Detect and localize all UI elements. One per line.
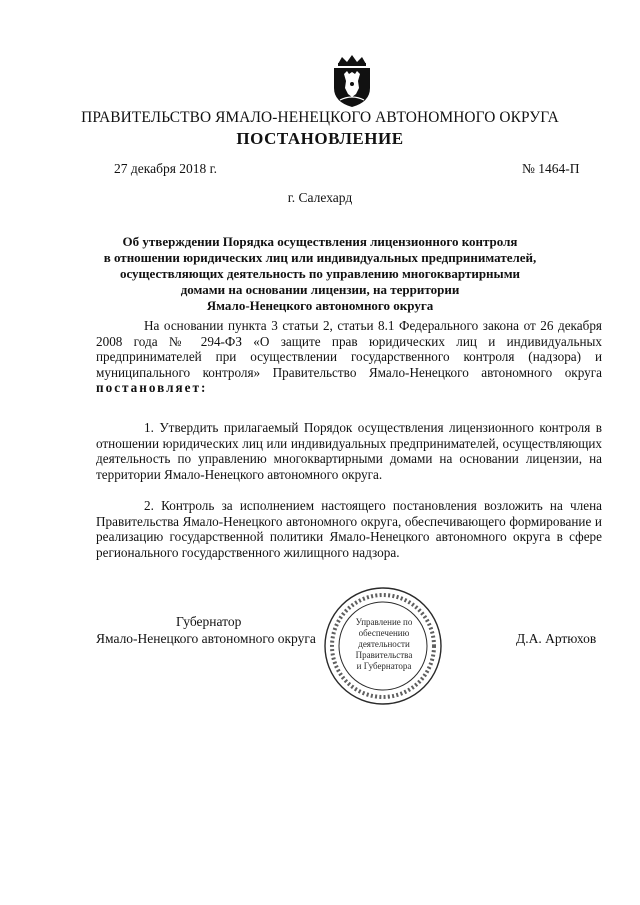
signer-title-line2: Ямало-Ненецкого автономного округа	[96, 631, 316, 646]
document-number: № 1464-П	[522, 161, 580, 176]
document-type: ПОСТАНОВЛЕНИЕ	[236, 129, 404, 148]
decree-word: постановляет:	[96, 380, 208, 396]
stamp-text-line: Правительства	[355, 650, 413, 660]
official-seal-stamp	[322, 585, 444, 707]
preamble-text: На основании пункта 3 статьи 2, статьи 8.1 Федерального закона от 26 декабря 2008 года № 294-ФЗ «О защите прав юридических лиц и индивидуальных предпринимателей при осуществлении государственного контроля (надзора) и муниципального контроля» Правительство Ямало-Ненецкого автономного округа	[96, 318, 602, 380]
item-1-paragraph: 1. Утвердить прилагаемый Порядок осуществления лицензионного контроля в отношении юридических лиц или индивидуальных предпринимателей, осуществляющих деятельность по управлению многоквартирными домами на основании лицензии, на территории Ямало-Ненецкого автономного округа.	[96, 420, 602, 482]
subject-line: Ямало-Ненецкого автономного округа	[206, 298, 434, 313]
document-subject	[90, 234, 550, 314]
signer-name: Д.А. Артюхов	[516, 631, 597, 646]
item-2-paragraph: 2. Контроль за исполнением настоящего постановления возложить на члена Правительства Ямало-Ненецкого автономного округа, обеспечивающего формирование и реализацию государственной политики Ямало-Ненецкого автономного округа в сфере регионального государственного жилищного надзора.	[96, 498, 602, 560]
subject-line: в отношении юридических лиц или индивидуальных предпринимателей,	[103, 250, 537, 265]
organization-title: ПРАВИТЕЛЬСТВО ЯМАЛО-НЕНЕЦКОГО АВТОНОМНОГО ОКРУГА	[81, 109, 559, 126]
document-city: г. Салехард	[287, 190, 353, 205]
subject-line: Об утверждении Порядка осуществления лицензионного контроля	[122, 234, 518, 249]
preamble-paragraph	[96, 318, 602, 396]
subject-line: осуществляющих деятельность по управлению многоквартирными	[119, 266, 521, 281]
coat-of-arms-icon	[331, 54, 373, 108]
document-date: 27 декабря 2018 г.	[114, 161, 218, 176]
stamp-text-line: обеспечению	[358, 628, 410, 638]
stamp-text-line: деятельности	[358, 639, 410, 649]
signer-title-line1: Губернатор	[176, 614, 242, 629]
stamp-text-line: Управление по	[355, 617, 413, 627]
subject-line: домами на основании лицензии, на территории	[180, 282, 460, 297]
stamp-text-line: и Губернатора	[356, 661, 412, 671]
